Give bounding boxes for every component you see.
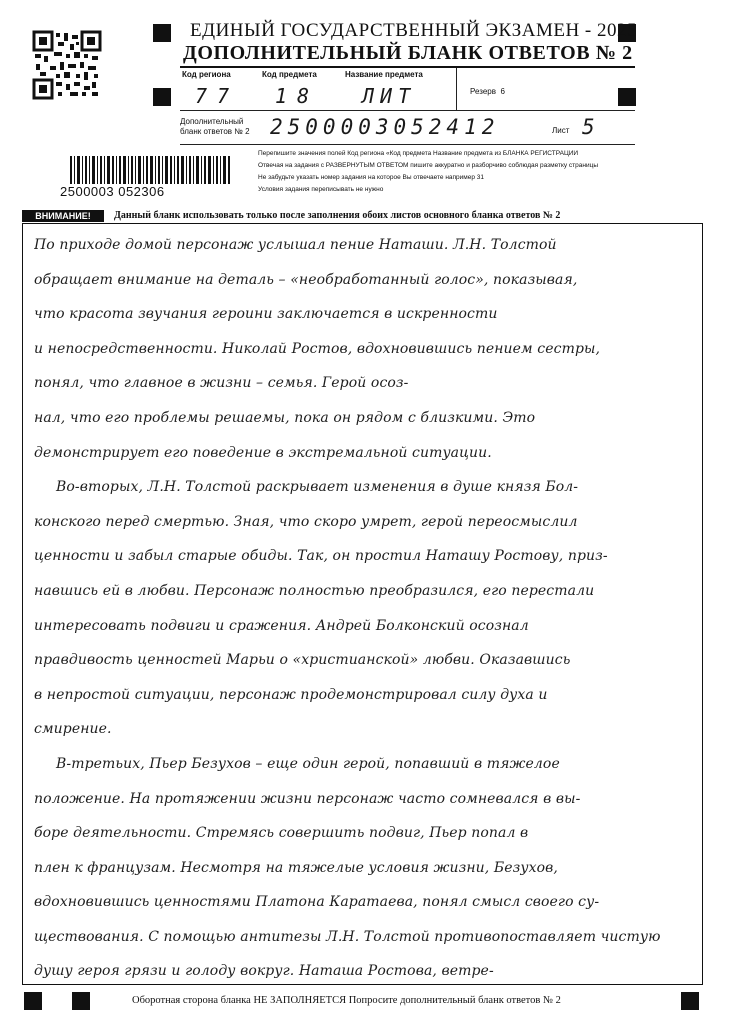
warning-badge: ВНИМАНИЕ!: [22, 210, 104, 222]
instruction-line-2: Отвечая на задания с РАЗВЕРНУТЫМ ОТВЕТОМ пишите аккуратно и разборчиво соблюдая разметку страницы: [258, 162, 599, 169]
subject-code-field[interactable]: 18: [275, 84, 320, 108]
extra-form-label: Дополнительный бланк ответов № 2: [180, 117, 250, 136]
answer-line: вдохновившись ценностями Платона Каратаева, понял смысл своего су-: [34, 894, 600, 911]
answer-line: интересовать подвиги и сражения. Андрей Болконский осознал: [34, 617, 529, 634]
footer-note: Оборотная сторона бланка НЕ ЗАПОЛНЯЕТСЯ Попросите дополнительный бланк ответов № 2: [132, 995, 561, 1006]
fields-row-divider: [180, 110, 635, 111]
answer-line: В-третьих, Пьер Безухов – еще один герой, попавший в тяжелое: [56, 755, 560, 772]
extra-form-number-field[interactable]: 2500003052412: [270, 115, 500, 139]
corner-marker-bottom-left-2: [72, 992, 90, 1010]
corner-marker-mid-right: [618, 88, 636, 106]
instruction-line-3: Не забудьте указать номер задания на которое Вы отвечаете например 31: [258, 174, 485, 181]
answer-line: что красота звучания героини заключается в искренности: [34, 306, 498, 323]
reserve-label: Резерв 6: [470, 87, 505, 96]
answer-line: в непростой ситуации, персонаж продемонстрировал силу духа и: [34, 686, 548, 703]
subject-name-label: Название предмета: [345, 70, 423, 79]
answer-line: смирение.: [34, 721, 112, 738]
answer-line: положение. На протяжении жизни персонаж часто сомневался в вы-: [34, 790, 581, 807]
answer-line: правдивость ценностей Марьи о «христианской» любви. Оказавшись: [34, 652, 571, 669]
corner-marker-top-left: [153, 24, 171, 42]
answer-line: конского перед смертью. Зная, что скоро умрет, герой переосмыслил: [34, 513, 578, 530]
form-title: ДОПОЛНИТЕЛЬНЫЙ БЛАНК ОТВЕТОВ № 2: [183, 42, 633, 64]
subject-name-field[interactable]: ЛИТ: [362, 84, 417, 108]
answer-text: [34, 228, 694, 989]
answer-line: боре деятельности. Стремясь совершить подвиг, Пьер попал в: [34, 825, 529, 842]
sheet-label: Лист: [552, 126, 570, 135]
answer-line: демонстрирует его поведение в экстремальной ситуации.: [34, 444, 492, 461]
answer-line: навшись ей в любви. Персонаж полностью преобразился, его перестали: [34, 582, 595, 599]
sheet-number-field[interactable]: 5: [582, 115, 605, 139]
qr-code-icon: [32, 30, 102, 100]
instruction-line-1: Перепишите значения полей Код региона «Код предмета Название предмета из БЛАНКА РЕГИСТРАЦИИ: [258, 150, 579, 157]
answer-line: Во-вторых, Л.Н. Толстой раскрывает изменения в душе князя Бол-: [56, 479, 579, 496]
answer-line: нал, что его проблемы решаемы, пока он рядом с близкими. Это: [34, 409, 536, 426]
header-divider: [180, 66, 635, 68]
region-label: Код региона: [182, 70, 231, 79]
answer-line: обращает внимание на деталь – «необработанный голос», показывая,: [34, 271, 578, 288]
region-field[interactable]: 77: [195, 84, 240, 108]
corner-marker-bottom-right: [681, 992, 699, 1010]
fields-bottom-divider: [180, 144, 635, 145]
answer-line: и непосредственности. Николай Ростов, вдохновившись пением сестры,: [34, 340, 601, 357]
answer-line: понял, что главное в жизни – семья. Герой осоз-: [34, 375, 409, 392]
answer-line: плен к французам. Несмотря на тяжелые условия жизни, Безухов,: [34, 859, 558, 876]
answer-line: душу героя грязи и голоду вокруг. Наташа Ростова, ветре-: [34, 963, 494, 980]
warning-text: Данный бланк использовать только после заполнения обоих листов основного бланка ответов № 2: [114, 210, 561, 221]
subject-code-label: Код предмета: [262, 70, 317, 79]
barcode-number: 2500003 052306: [60, 184, 165, 199]
instruction-line-4: Условия задания переписывать не нужно: [258, 186, 384, 193]
answer-line: ществования. С помощью антитезы Л.Н. Толстой противопоставляет чистую: [34, 928, 661, 945]
corner-marker-mid-left: [153, 88, 171, 106]
reserve-divider: [456, 68, 457, 110]
corner-marker-bottom-left-1: [24, 992, 42, 1010]
barcode-icon: [70, 156, 230, 184]
answer-line: По приходе домой персонаж услышал пение Наташи. Л.Н. Толстой: [34, 237, 557, 253]
exam-title: ЕДИНЫЙ ГОСУДАРСТВЕННЫЙ ЭКЗАМЕН - 2025: [190, 20, 637, 41]
answer-line: ценности и забыл старые обиды. Так, он простил Наташу Ростову, приз-: [34, 548, 608, 565]
